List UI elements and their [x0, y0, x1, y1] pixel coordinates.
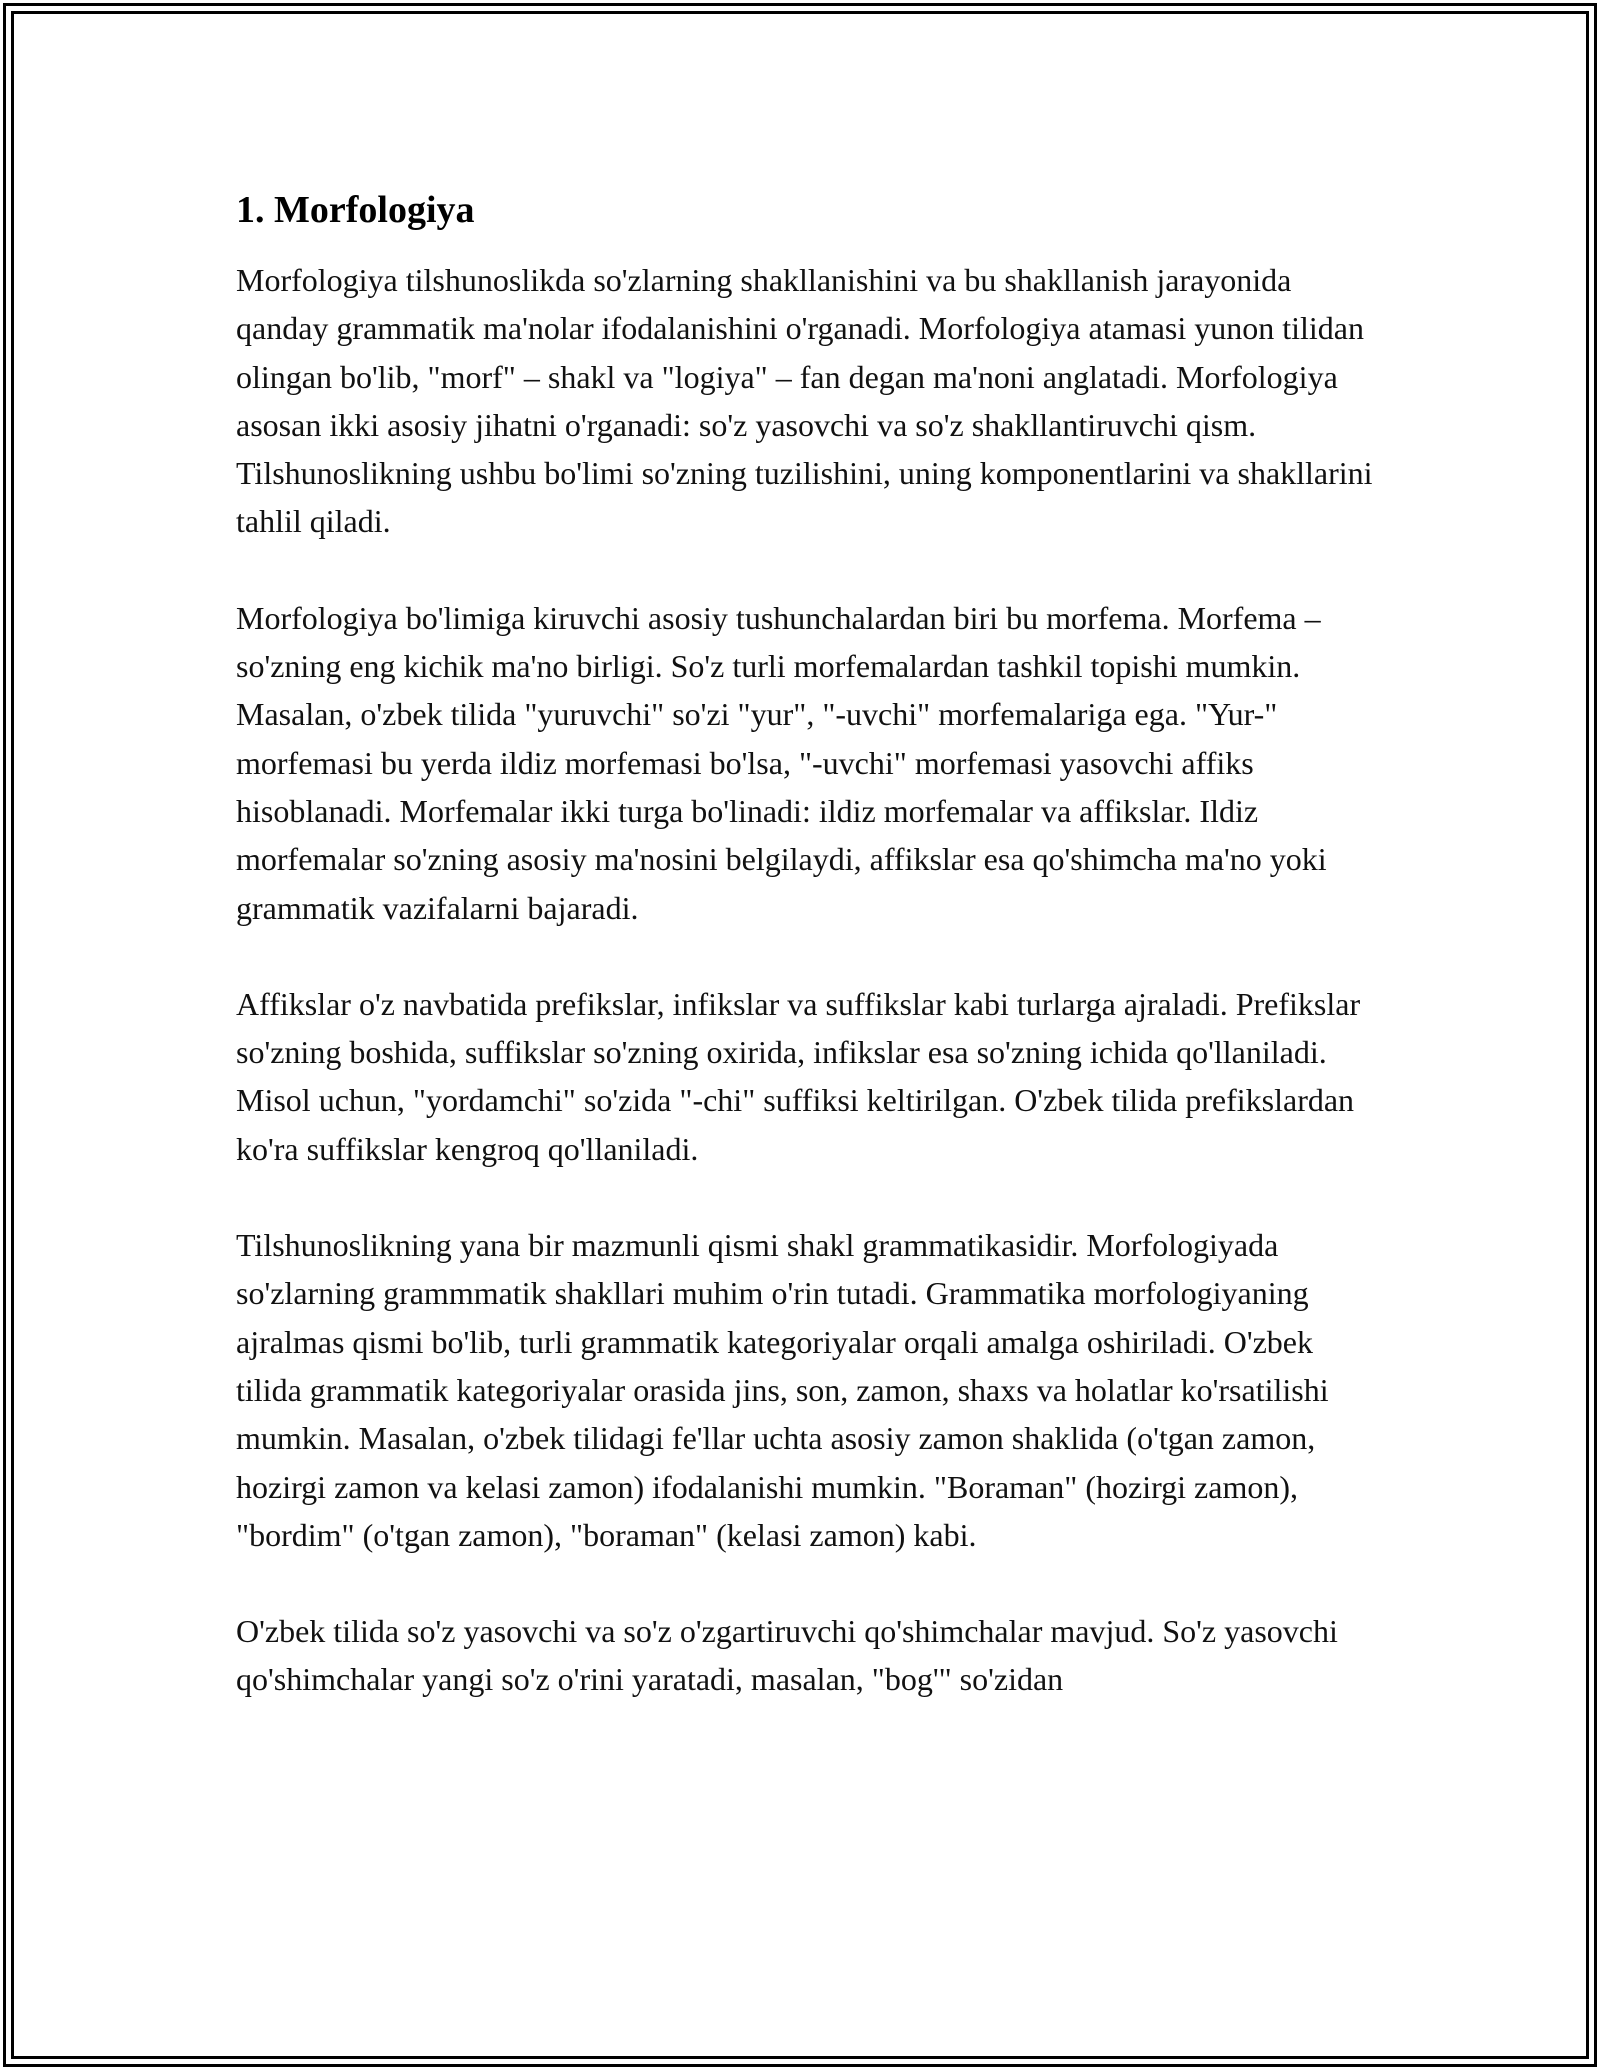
paragraph-grammatika: Tilshunoslikning yana bir mazmunli qismi shakl grammatikasidir. Morfologiyada so'zlarning grammmatik shakllari muhim o'rin tutadi. Grammatika morfologiyaning ajralmas qismi bo'lib, turli grammatik kategoriyalar orqali amalga oshiriladi. O'zbek tilida grammatik kategoriyalar orasida jins, son, zamon, shaxs va holatlar ko'rsatilishi mumkin. Masalan, o'zbek tilidagi fe'llar uchta asosiy zamon shaklida (o'tgan zamon, hozirgi zamon va kelasi zamon) ifodalanishi mumkin. "Boraman" (hozirgi zamon), "bordim" (o'tgan zamon), "boraman" (kelasi zamon) kabi. — [236, 1227, 1329, 1553]
section-heading: 1. Morfologiya — [236, 189, 475, 231]
paragraph-qoshimchalar: O'zbek tilida so'z yasovchi va so'z o'zgartiruvchi qo'shimchalar mavjud. So'z yasovchi qo'shimchalar yangi so'z o'rini yaratadi, masalan, "bog'" so'zidan — [236, 1613, 1338, 1698]
paragraph-affikslar: Affikslar o'z navbatida prefikslar, infikslar va suffikslar kabi turlarga ajraladi. Prefikslar so'zning boshida, suffikslar so'zning oxirida, infikslar esa so'zning ichida qo'llaniladi. Misol uchun, "yordamchi" so'zida "-chi" suffiksi keltirilgan. O'zbek tilida prefikslardan ko'ra suffikslar kengroq qo'llaniladi. — [236, 985, 1361, 1167]
document-body — [236, 186, 1376, 1704]
paragraph-morfema: Morfologiya bo'limiga kiruvchi asosiy tushunchalardan biri bu morfema. Morfema – so'zning eng kichik ma'no birligi. So'z turli morfemalardan tashkil topishi mumkin. Masalan, o'zbek tilida "yuruvchi" so'zi "yur", "-uvchi" morfemalariga ega. "Yur-" morfemasi bu yerda ildiz morfemasi bo'lsa, "-uvchi" morfemasi yasovchi affiks hisoblanadi. Morfemalar ikki turga bo'linadi: ildiz morfemalar va affikslar. Ildiz morfemalar so'zning asosiy ma'nosini belgilaydi, affikslar esa qo'shimcha ma'no yoki grammatik vazifalarni bajaradi. — [236, 599, 1327, 926]
paragraph-intro: Morfologiya tilshunoslikda so'zlarning shakllanishini va bu shakllanish jarayonida qanday grammatik ma'nolar ifodalanishini o'rganadi. Morfologiya atamasi yunon tilidan olingan bo'lib, "morf" – shakl va "logiya" – fan degan ma'noni anglatadi. Morfologiya asosan ikki asosiy jihatni o'rganadi: so'z yasovchi va so'z shakllantiruvchi qism. Tilshunoslikning ushbu bo'limi so'zning tuzilishini, uning komponentlarini va shakllarini tahlil qiladi. — [236, 262, 1373, 540]
